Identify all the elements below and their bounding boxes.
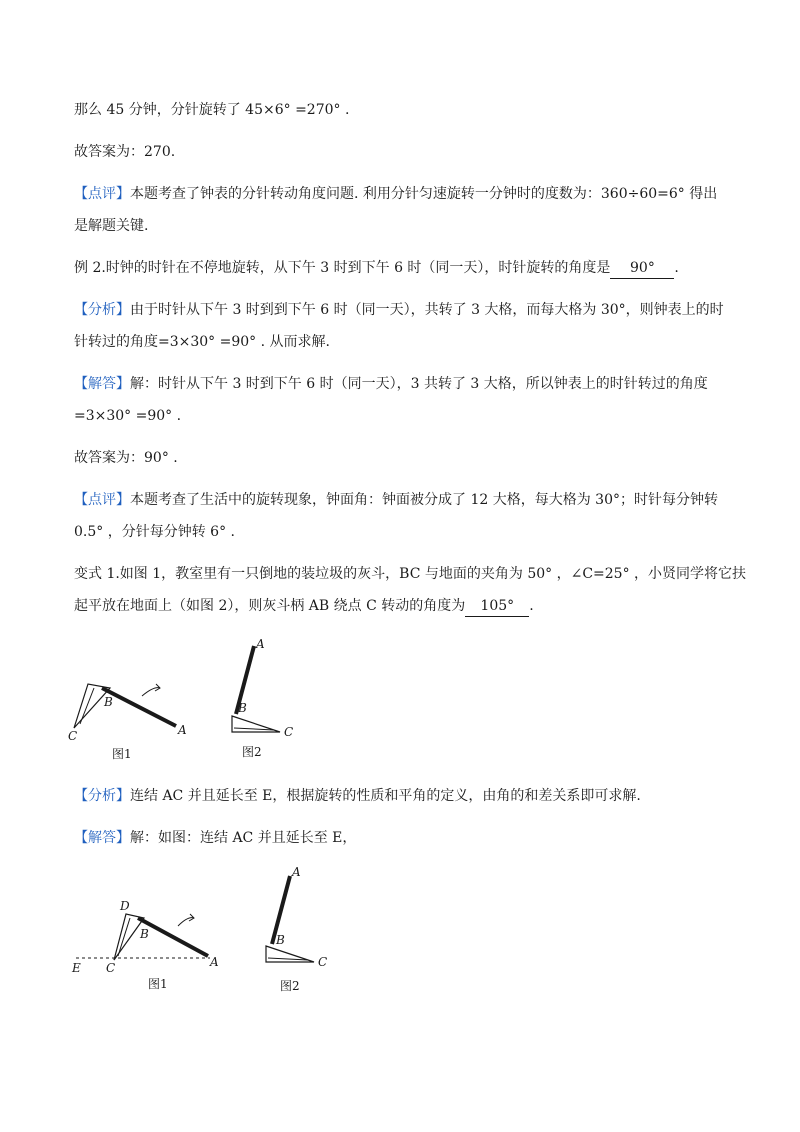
text-line-10: 故答案为：90° .: [74, 450, 178, 466]
label-c: C: [68, 729, 78, 743]
text-line-15: [74, 786, 641, 806]
figure-caption: 图2: [242, 745, 262, 759]
text-line-3: [74, 184, 717, 204]
label-a: A: [256, 637, 265, 651]
variant-text: 起平放在地面上（如图 2），则灰斗柄 AB 绕点 C 转动的角度为: [74, 598, 466, 614]
solution-tag-2: 【解答】: [74, 830, 130, 846]
text-line-5: [74, 258, 679, 279]
comment-tag-2: 【点评】: [74, 492, 130, 508]
figure-caption: 图2: [280, 979, 300, 993]
figure-1-solution: [60, 888, 230, 998]
text-line-6: [74, 300, 724, 320]
label-a: A: [178, 723, 187, 737]
dustpan-handle: [102, 688, 176, 726]
text-line-12: 0.5° ，分针每分钟转 6° .: [74, 524, 235, 540]
analysis-tag-2: 【分析】: [74, 788, 130, 804]
example-text: 例 2.时钟的时针在不停地旋转，从下午 3 时到下午 6 时（同一天），时针旋转的角度是: [74, 260, 611, 276]
analysis-text: 由于时针从下午 3 时到到下午 6 时（同一天），共转了 3 大格，而每大格为 30°，则钟表上的时: [130, 302, 724, 318]
figure-2-solution: [256, 862, 346, 1002]
label-c: C: [284, 725, 294, 739]
text-line-13: 变式 1.如图 1，教室里有一只倒地的装垃圾的灰斗，BC 与地面的夹角为 50° ，∠C=25° ，小贤同学将它扶: [74, 566, 747, 582]
answer-blank: 90°: [610, 258, 674, 279]
label-c: C: [106, 961, 116, 975]
text-line-9: =3×30° =90° .: [74, 408, 182, 424]
figure-caption: 图1: [112, 747, 132, 761]
analysis-tag: 【分析】: [74, 302, 130, 318]
text-line-7: 针转过的角度=3×30° =90° . 从而求解.: [74, 334, 330, 350]
text-line-2: 故答案为：270.: [74, 144, 176, 160]
variant-end: .: [529, 598, 534, 614]
label-c: C: [318, 955, 328, 969]
text-line-11: [74, 490, 718, 510]
comment-text: 本题考查了钟表的分针转动角度问题. 利用分针匀速旋转一分钟时的度数为：360÷60=6° 得出: [130, 186, 718, 202]
label-b: B: [140, 927, 149, 941]
label-a: A: [210, 955, 219, 969]
label-b: B: [104, 695, 113, 709]
answer-blank-2: 105°: [465, 596, 529, 617]
text-line-14: [74, 596, 534, 617]
text-line-4: 是解题关键.: [74, 218, 149, 234]
example-end: .: [674, 260, 679, 276]
figure-2-upright-dustpan: [220, 632, 310, 772]
label-b: B: [276, 933, 285, 947]
label-e: E: [72, 961, 81, 975]
label-a: A: [292, 865, 301, 879]
text-line-8: [74, 374, 708, 394]
solution-text-2: 解：如图：连结 AC 并且延长至 E，: [130, 830, 357, 846]
comment-text-2: 本题考查了生活中的旋转现象，钟面角：钟面被分成了 12 大格，每大格为 30°；时针每分钟转: [130, 492, 718, 508]
text-line-16: [74, 828, 356, 848]
text-line-1: 那么 45 分钟，分针旋转了 45×6° =270° .: [74, 102, 350, 118]
comment-tag: 【点评】: [74, 186, 130, 202]
figure-caption: 图1: [148, 977, 168, 991]
label-d: D: [120, 899, 130, 913]
rotation-arrow: [142, 688, 160, 696]
solution-tag: 【解答】: [74, 376, 130, 392]
analysis-text-2: 连结 AC 并且延长至 E，根据旋转的性质和平角的定义，由角的和差关系即可求解.: [130, 788, 641, 804]
figure-1-fallen-dustpan: [60, 650, 200, 770]
solution-text: 解：时针从下午 3 时到下午 6 时（同一天），3 共转了 3 大格，所以钟表上的时针转过的角度: [130, 376, 708, 392]
label-b: B: [238, 701, 247, 715]
